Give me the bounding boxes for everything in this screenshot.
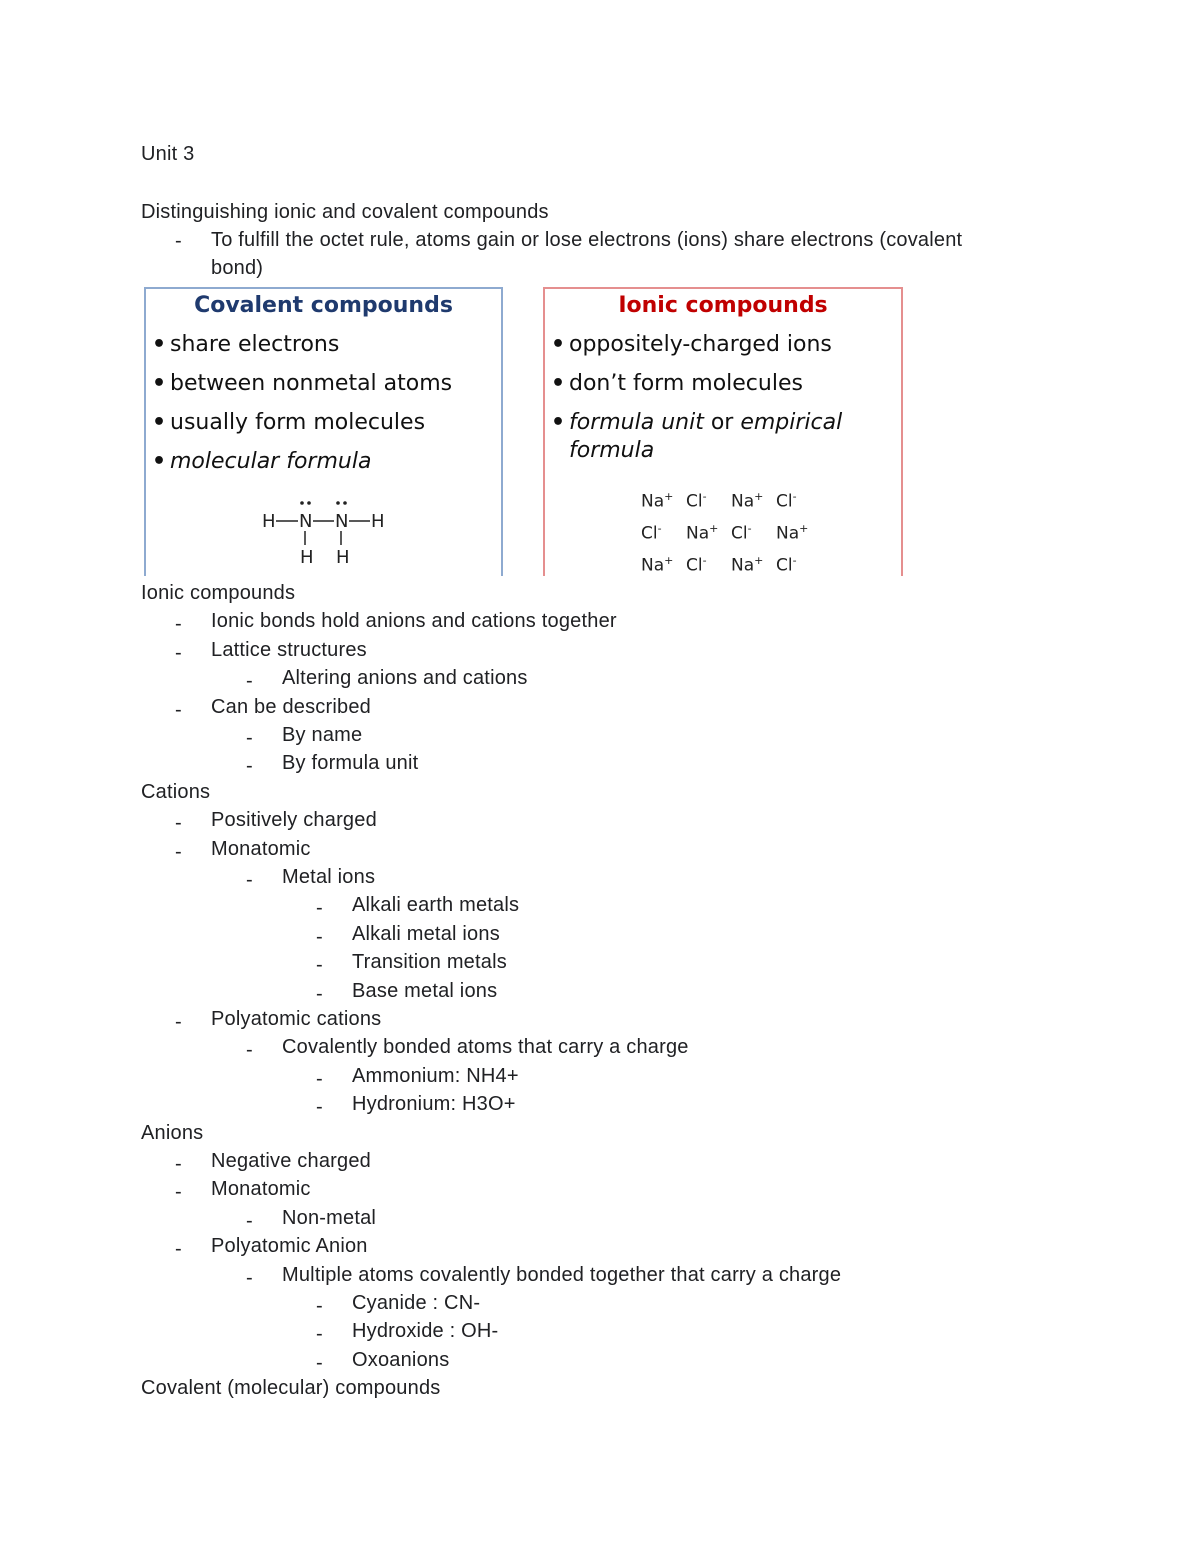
bullet-dash: -	[316, 1323, 323, 1345]
bullet-dash: -	[316, 983, 323, 1005]
bullet-dash: -	[246, 670, 253, 692]
outline-item: Hydroxide : OH-	[352, 1320, 499, 1342]
atom-h: H	[336, 547, 350, 568]
ionic-title: Ionic compounds	[618, 293, 828, 318]
section-title: Distinguishing ionic and covalent compounds	[141, 201, 549, 223]
outline-item: Hydronium: H3O+	[352, 1093, 516, 1115]
covalent-item: • molecular formula	[152, 449, 372, 474]
bullet-dash: -	[316, 1352, 323, 1374]
ion: Cl-	[776, 554, 797, 576]
ion: Cl-	[731, 522, 752, 544]
bullet-dash: -	[175, 1153, 182, 1175]
lone-pair-dot	[300, 501, 304, 505]
lattice-row	[641, 549, 821, 576]
outline-item: Oxoanions	[352, 1349, 450, 1371]
bullet-dash: -	[175, 1238, 182, 1260]
ionic-compounds-figure	[543, 287, 903, 576]
outline-item: Cyanide : CN-	[352, 1292, 481, 1314]
ion: Na+	[731, 554, 764, 576]
ion: Na+	[641, 490, 674, 512]
bullet-dash: -	[316, 926, 323, 948]
outline-item: Lattice structures	[211, 639, 367, 661]
outline-item: Transition metals	[352, 951, 507, 973]
atom-h: H	[262, 511, 276, 532]
outline-item: Negative charged	[211, 1150, 371, 1172]
bullet-dash: -	[175, 812, 182, 834]
bullet-dash: -	[246, 1039, 253, 1061]
atom-h: H	[371, 511, 385, 532]
outline-item: Ionic bonds hold anions and cations together	[211, 610, 617, 632]
bullet-dash: -	[175, 230, 182, 252]
covalent-item: • usually form molecules	[152, 410, 426, 435]
outline-item: Can be described	[211, 696, 371, 718]
outline-item: Polyatomic Anion	[211, 1235, 368, 1257]
outline-item: Polyatomic cations	[211, 1008, 382, 1030]
outline-item: Altering anions and cations	[282, 667, 528, 689]
ion: Cl-	[776, 490, 797, 512]
page-heading: Unit 3	[141, 143, 195, 165]
ion: Cl-	[686, 554, 707, 576]
bullet-dash: -	[246, 1210, 253, 1232]
section-heading: Anions	[141, 1122, 204, 1144]
ionic-item: • formula unit or empirical formula	[551, 410, 843, 463]
outline-item: Multiple atoms covalently bonded together that carry a charge	[282, 1264, 842, 1286]
outline-item: Base metal ions	[352, 980, 498, 1002]
section-heading: Ionic compounds	[141, 582, 296, 604]
lattice-row	[641, 485, 821, 517]
bullet-dash: -	[175, 1011, 182, 1033]
outline-item: Metal ions	[282, 866, 376, 888]
outline-item: Alkali metal ions	[352, 923, 500, 945]
bullet-dash: -	[316, 897, 323, 919]
bullet-dash: -	[246, 755, 253, 777]
outline-item: Monatomic	[211, 838, 311, 860]
outline-item: Covalently bonded atoms that carry a charge	[282, 1036, 689, 1058]
outline-item: Monatomic	[211, 1178, 311, 1200]
outline-item: By name	[282, 724, 363, 746]
bullet-dash: -	[175, 841, 182, 863]
bullet-dash: -	[175, 1181, 182, 1203]
atom-h: H	[300, 547, 314, 568]
section-heading: Cations	[141, 781, 211, 803]
bullet-dash: -	[246, 1267, 253, 1289]
ion: Cl-	[686, 490, 707, 512]
outline-item: By formula unit	[282, 752, 419, 774]
ionic-item: • don’t form molecules	[551, 371, 803, 396]
ion: Na+	[641, 554, 674, 576]
bullet-dash: -	[246, 727, 253, 749]
bullet-dash: -	[175, 613, 182, 635]
outline-item: Non-metal	[282, 1207, 377, 1229]
ion: Na+	[686, 522, 719, 544]
hydrazine-structure	[254, 493, 394, 573]
section-heading: Covalent (molecular) compounds	[141, 1377, 441, 1399]
lone-pair-dot	[336, 501, 340, 505]
ionic-item: • oppositely-charged ions	[551, 332, 832, 357]
atom-n: N	[335, 511, 349, 532]
octet-rule-text: To fulfill the octet rule, atoms gain or lose electrons (ions) share electrons (covalent bond)	[211, 229, 963, 279]
sodium-chloride-lattice	[641, 485, 821, 576]
bullet-dash: -	[175, 699, 182, 721]
bullet-dash: -	[246, 869, 253, 891]
bullet-dash: -	[316, 1295, 323, 1317]
outline-item: Alkali earth metals	[352, 894, 520, 916]
covalent-item: • between nonmetal atoms	[152, 371, 453, 396]
bullet-dash: -	[316, 1096, 323, 1118]
covalent-compounds-figure	[144, 287, 503, 576]
covalent-title: Covalent compounds	[194, 293, 453, 318]
lattice-row	[641, 517, 821, 549]
ion: Cl-	[641, 522, 662, 544]
lone-pair-dot	[307, 501, 311, 505]
lone-pair-dot	[343, 501, 347, 505]
outline-item: Positively charged	[211, 809, 377, 831]
outline-item: Ammonium: NH4+	[352, 1065, 519, 1087]
ion: Na+	[731, 490, 764, 512]
bullet-dash: -	[316, 954, 323, 976]
bullet-dash: -	[316, 1068, 323, 1090]
ion: Na+	[776, 522, 809, 544]
atom-n: N	[299, 511, 313, 532]
bullet-dash: -	[175, 642, 182, 664]
covalent-item: • share electrons	[152, 332, 340, 357]
